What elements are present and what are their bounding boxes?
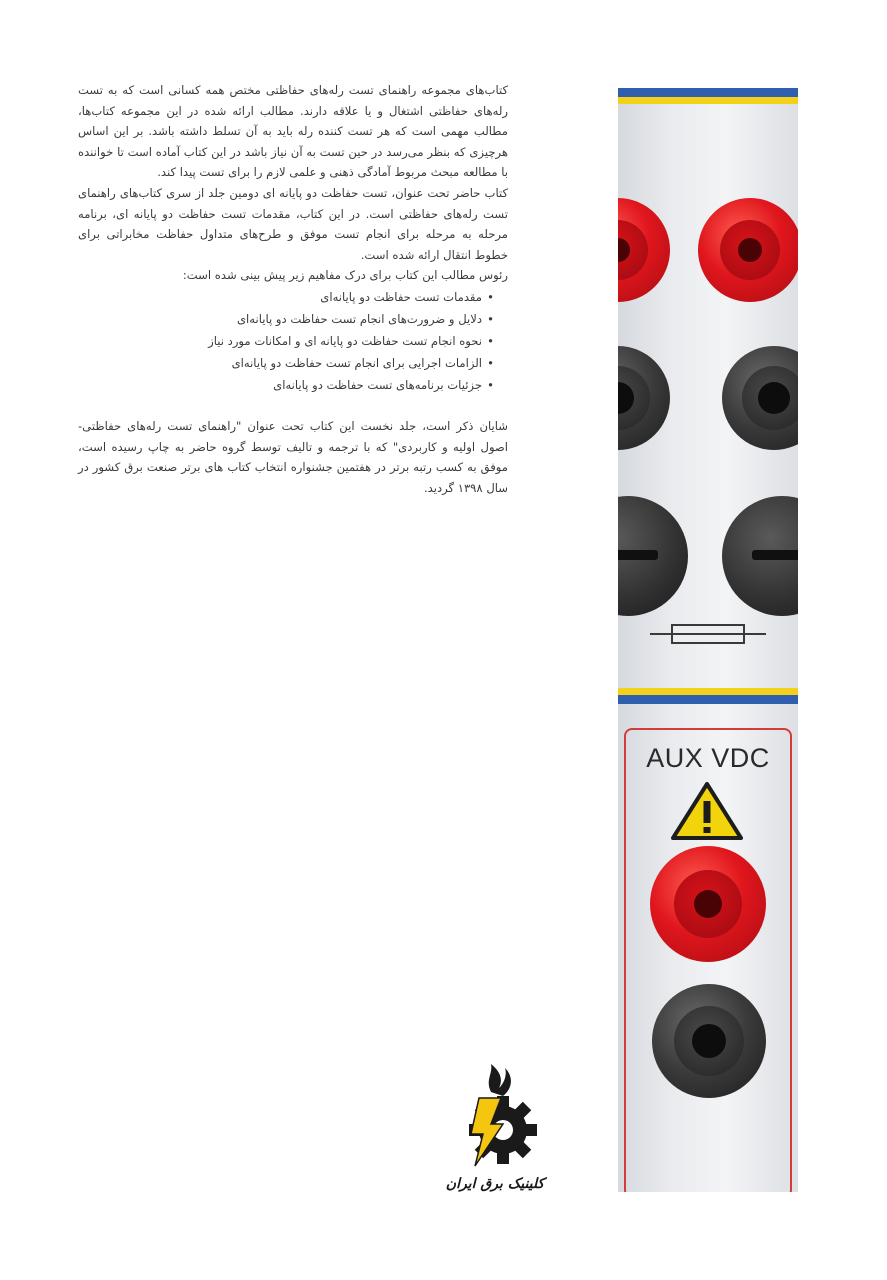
description-text bbox=[78, 80, 508, 498]
black-jack bbox=[618, 346, 670, 450]
logo-text: کلینیک برق ایران bbox=[445, 1176, 545, 1192]
list-item: • مقدمات تست حفاظت دو پایانه‌ای bbox=[78, 286, 482, 308]
aux-vdc-label: AUX VDC bbox=[646, 743, 770, 773]
intro-paragraph-2: کتاب حاضر تحت عنوان، تست حفاظت دو پایانه ای دومین جلد از سری کتاب‌های راهنمای تست رله‌های حفاظتی است. در این کتاب، مقدمات تست حفاظت دو پایانه ای، برنامه مرحله به مرحله برای انجام تست موفق و طرح‌های متداول حفاظت مخابراتی برای خطوط انتقال ارائه شده است. bbox=[78, 185, 508, 262]
blue-stripe bbox=[618, 695, 798, 704]
yellow-stripe bbox=[618, 97, 798, 104]
red-jack bbox=[698, 198, 798, 302]
aux-black-jack bbox=[652, 984, 766, 1098]
intro-paragraph-1: کتاب‌های مجموعه راهنمای تست رله‌های حفاظتی مختص همه کسانی است که به تست رله‌های حفاظتی اشتغال و یا علاقه دارند. مطالب ارائه شده در این مجموعه کتاب‌ها، مطالب مهمی است که هر تست کننده رله باید به آن تسلط داشته باشد. بر این اساس هرچیزی که بنظر می‌رسد در حین تست به آن نیاز باشد در این کتاب آماده است تا خواننده با مطالعه مبحث مربوط آمادگی ذهنی و علمی لازم را برای تست پیدا کند. bbox=[78, 83, 508, 180]
red-jack bbox=[618, 198, 670, 302]
warning-icon bbox=[670, 781, 744, 841]
note-paragraph: شایان ذکر است، جلد نخست این کتاب تحت عنوان "راهنمای تست رله‌های حفاظتی- اصول اولیه و کاربردی" که با ترجمه و تالیف توسط گروه حاضر به چاپ رسیده است، موفق به کسب رتبه برتر در هفتمین جشنواره انتخاب کتاب های برتر صنعت برق کشور در سال ۱۳۹۸ گردید. bbox=[78, 418, 508, 495]
list-item: • الزامات اجرایی برای انجام تست حفاظت دو پایانه‌ای bbox=[78, 352, 482, 374]
list-item: • دلایل و ضرورت‌های انجام تست حفاظت دو پایانه‌ای bbox=[78, 308, 482, 330]
fuse-holder bbox=[722, 496, 798, 616]
yellow-stripe bbox=[618, 688, 798, 695]
blue-stripe bbox=[618, 88, 798, 97]
fuse-symbol-icon bbox=[650, 620, 766, 648]
black-jack bbox=[722, 346, 798, 450]
list-item: • نحوه انجام تست حفاظت دو پایانه ای و امکانات مورد نیاز bbox=[78, 330, 482, 352]
aux-red-jack bbox=[650, 846, 766, 962]
fuse-holder bbox=[618, 496, 688, 616]
list-item: • جزئیات برنامه‌های تست حفاظت دو پایانه‌ای bbox=[78, 374, 482, 396]
logo bbox=[445, 1062, 545, 1192]
gear-lightning-flame-icon bbox=[445, 1062, 545, 1170]
topics-list bbox=[78, 286, 508, 396]
intro-paragraph-3: رئوس مطالب این کتاب برای درک مفاهیم زیر پیش بینی شده است: bbox=[182, 268, 508, 283]
relay-test-set-photo bbox=[618, 88, 798, 1192]
